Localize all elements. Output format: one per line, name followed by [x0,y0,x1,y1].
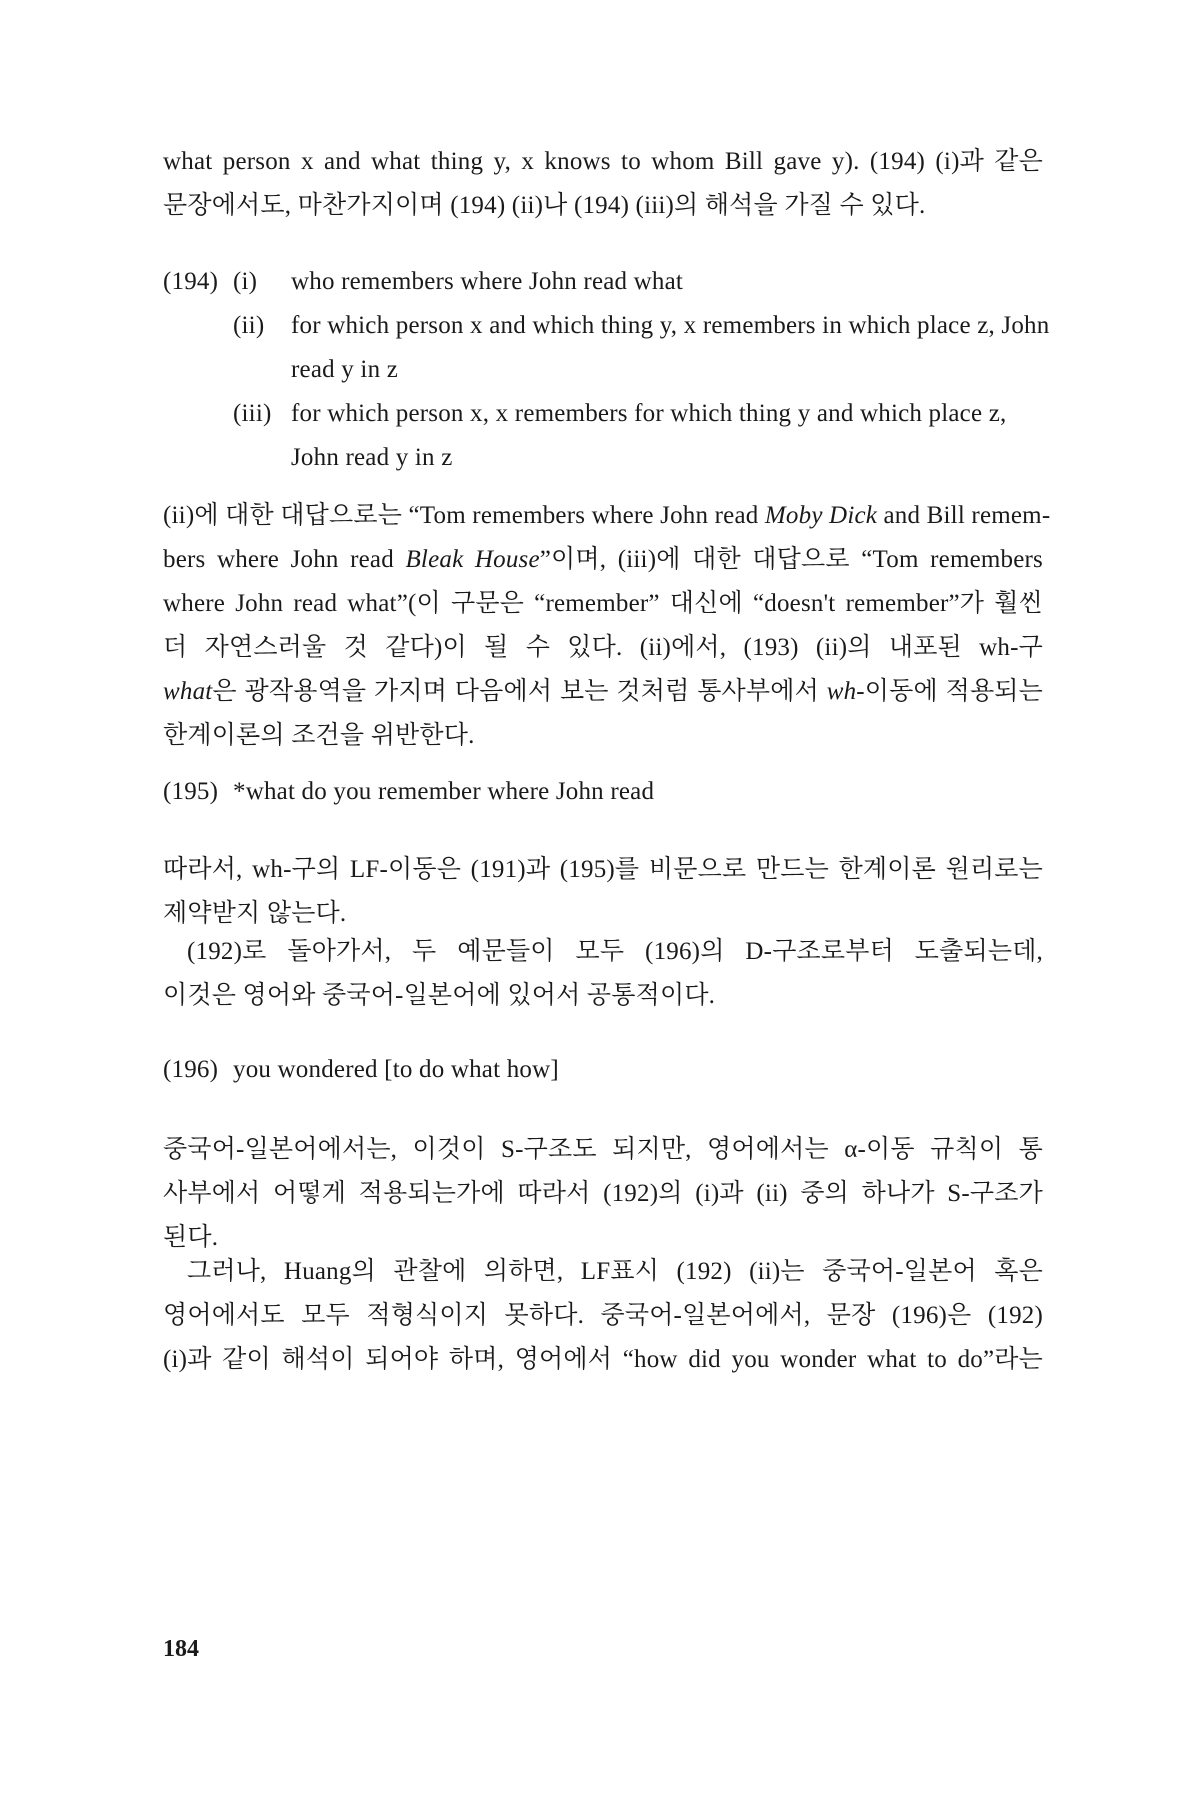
text-line: 한계이론의 조건을 위반한다. [163,722,475,749]
example-line [163,1048,1043,1092]
example-number: (194) [163,268,219,295]
example-194 [163,260,1050,480]
text-segment: ”이며, (iii)에 대한 대답으로 “Tom remembers [539,546,1043,573]
text-segment: -이동에 적용되는 [856,678,1044,705]
text-line: 그러나, Huang의 관찰에 의하면, LF표시 (192) (ii)는 중국어-일본어 혹은 [187,1258,1043,1285]
text-segment: 은 광작용역을 가지며 다음에서 보는 것처럼 통사부에서 [212,678,827,705]
paragraph-s-structure [163,1128,1043,1260]
text-line: 따라서, wh-구의 LF-이동은 (191)과 (195)를 비문으로 만드는 한계이론 원리로는 [163,856,1043,883]
paragraph-intro [163,140,1043,228]
example-text: you wondered [to do what how] [233,1056,559,1083]
example-line [163,770,1043,814]
example-sub-label: (iii) [233,400,272,427]
italic-title: Bleak House [405,546,540,573]
example-text: *what do you remember where John read [233,778,655,805]
text-segment: bers where John read [163,546,406,573]
example-line [163,304,1050,348]
text-line: 이것은 영어와 중국어-일본어에 있어서 공통적이다. [163,982,716,1009]
text-line: (i)과 같이 해석이 되어야 하며, 영어에서 “how did you wonder what to do”라는 [163,1346,1043,1373]
example-text: who remembers where John read what [291,268,684,295]
text-line: 사부에서 어떻게 적용되는가에 따라서 (192)의 (i)과 (ii) 중의 하나가 S-구조가 [163,1180,1043,1207]
text-line: 더 자연스러울 것 같다)이 될 수 있다. (ii)에서, (193) (ii)의 내포된 wh-구 [163,634,1043,661]
italic-word: wh [826,678,857,705]
example-line: John read y in z [291,444,453,471]
text-line [163,538,1043,582]
example-number: (196) [163,1056,219,1083]
italic-word: what [163,678,213,705]
example-195 [163,770,1043,814]
example-line: read y in z [291,356,399,383]
page-number: 184 [163,1636,199,1662]
text-line: 된다. [163,1224,219,1251]
paragraph-huang [163,1250,1043,1382]
text-line: what person x and what thing y, x knows to whom Bill gave y). (194) (i)과 같은 [163,148,1043,175]
example-line [163,392,1043,436]
paragraph-return [163,930,1043,1018]
text-line: (192)로 돌아가서, 두 예문들이 모두 (196)의 D-구조로부터 도출되는데, [187,938,1043,965]
text-line: where John read what”(이 구문은 “remember” 대신에 “doesn't remember”가 훨씬 [163,590,1043,617]
example-number: (195) [163,778,219,805]
text-line: 중국어-일본어에서는, 이것이 S-구조도 되지만, 영어에서는 α-이동 규칙이 통 [163,1136,1043,1163]
italic-title: Moby Dick [764,502,878,529]
text-segment: (ii)에 대한 대답으로는 “Tom remembers where John read [163,502,765,529]
paragraph-answers [163,494,1051,758]
text-line: 영어에서도 모두 적형식이지 못하다. 중국어-일본어에서, 문장 (196)은 (192) [163,1302,1043,1329]
example-text: for which person x and which thing y, x remembers in which place z, John [291,312,1050,339]
paragraph-conclusion [163,848,1043,936]
example-sub-label: (i) [233,268,258,295]
example-196 [163,1048,1043,1092]
text-segment: and Bill remem- [877,502,1051,529]
text-line [163,494,1051,538]
text-line [163,670,1043,714]
example-line [163,260,1043,304]
text-line: 제약받지 않는다. [163,900,347,927]
example-text: for which person x, x remembers for which thing y and which place z, [291,400,1007,427]
example-sub-label: (ii) [233,312,265,339]
text-line: 문장에서도, 마찬가지이며 (194) (ii)나 (194) (iii)의 해석을 가질 수 있다. [163,192,926,219]
